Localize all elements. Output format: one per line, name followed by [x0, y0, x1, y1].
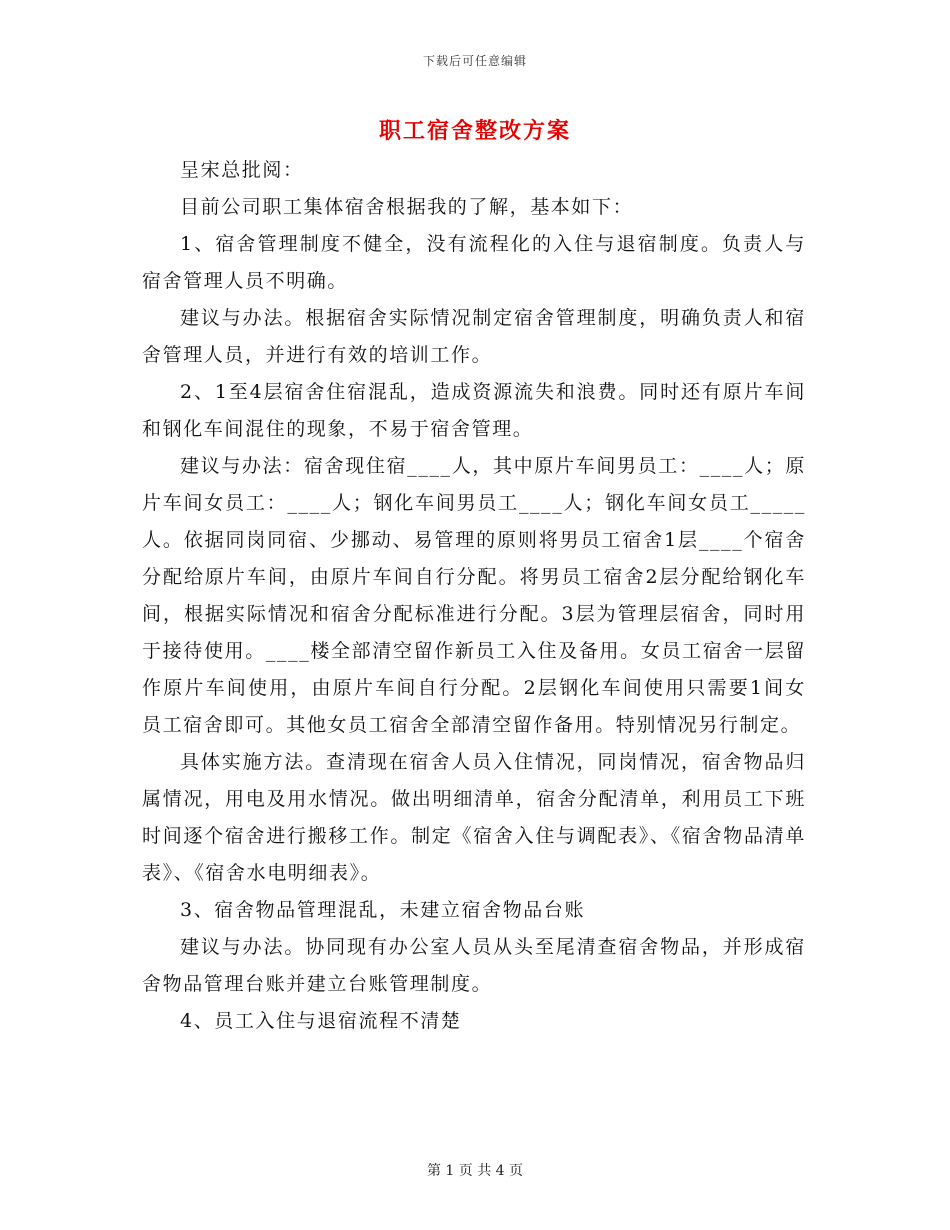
implementation-paragraph: 具体实施方法。查清现在宿舍人员入住情况，同岗情况，宿舍物品归属情况，用电及用水情况。做出明细清单，宿舍分配清单，利用员工下班时间逐个宿舍进行搬移工作。制定《宿舍入住与调配表》、《宿舍物品清单表》、《宿舍水电明细表》。: [142, 751, 806, 884]
suggestion-3-paragraph: 建议与办法。协同现有办公室人员从头至尾清查宿舍物品，并形成宿舍物品管理台账并建立台账管理制度。: [142, 936, 806, 995]
issue-3-paragraph: 3、宿舍物品管理混乱，未建立宿舍物品台账: [180, 899, 586, 921]
intro-paragraph: 目前公司职工集体宿舍根据我的了解，基本如下：: [180, 196, 634, 218]
salutation-paragraph: 呈宋总批阅：: [180, 159, 304, 181]
issue-1-paragraph: 1、宿舍管理制度不健全，没有流程化的入住与退宿制度。负责人与宿舍管理人员不明确。: [142, 233, 806, 292]
issue-2-paragraph: 2、1至4层宿舍住宿混乱，造成资源流失和浪费。同时还有原片车间和钢化车间混住的现象，不易于宿舍管理。: [142, 381, 806, 440]
suggestion-1-paragraph: 建议与办法。根据宿舍实际情况制定宿舍管理制度，明确负责人和宿舍管理人员，并进行有效的培训工作。: [142, 307, 806, 366]
suggestion-2-paragraph: 建议与办法：宿舍现住宿____人，其中原片车间男员工：____人；原片车间女员工：____人；钢化车间男员工____人；钢化车间女员工_____人。依据同岗同宿、少挪动、易管理的原则将男员工宿舍1层____个宿舍分配给原片车间，由原片车间自行分配。将男员工宿舍2层分配给钢化车间，根据实际情况和宿舍分配标准进行分配。3层为管理层宿舍，同时用于接待使用。____楼全部清空留作新员工入住及备用。女员工宿舍一层留作原片车间使用，由原片车间自行分配。2层钢化车间使用只需要1间女员工宿舍即可。其他女员工宿舍全部清空留作备用。特别情况另行制定。: [142, 455, 806, 736]
document-body: [142, 152, 806, 1040]
issue-4-paragraph: 4、员工入住与退宿流程不清楚: [180, 1010, 462, 1032]
document-title: 职工宿舍整改方案: [378, 118, 571, 144]
page-footer: 第 1 页 共 4 页: [426, 1163, 524, 1179]
header-note: 下载后可任意编辑: [422, 54, 527, 68]
